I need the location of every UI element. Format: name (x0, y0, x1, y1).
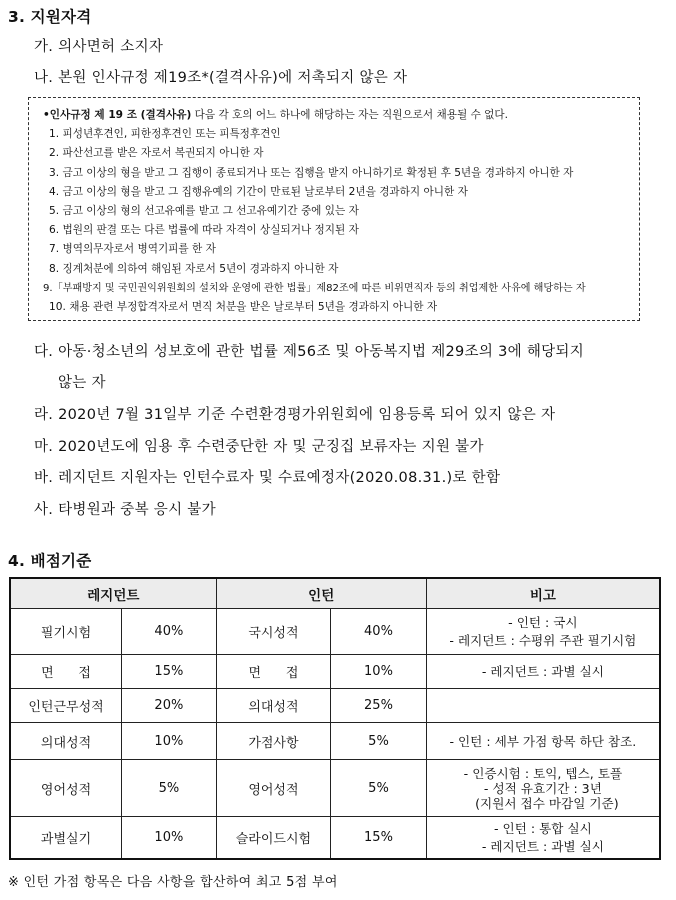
remarks-cell (426, 723, 660, 760)
scoring-table (9, 577, 661, 860)
rule-item: 1. 피성년후견인, 피한정후견인 또는 피특정후견인 (49, 128, 281, 141)
remark-line: - 인턴 : 세부 가점 항목 하단 참조. (449, 733, 637, 749)
header-intern: 인턴 (216, 578, 426, 609)
resident-item: 영어성적 (10, 760, 122, 817)
qualification-item-sa: 사. 타병원과 중복 응시 불가 (34, 502, 216, 518)
qualification-item-da-cont: 않는 자 (58, 375, 106, 391)
resident-item: 의대성적 (10, 723, 122, 760)
qualification-item-ra: 라. 2020년 7월 31일부 기준 수련환경평가위원회에 임용등록 되어 있지 않은 자 (34, 407, 556, 423)
rule-item: 3. 금고 이상의 형을 받고 그 집행이 종료되거나 또는 집행을 받지 아니하기로 확정된 후 5년을 경과하지 아니한 자 (49, 166, 574, 179)
resident-percent: 10% (122, 723, 217, 760)
intern-percent: 5% (331, 760, 427, 817)
remark-line: (지원서 접수 마감일 기준) (467, 795, 619, 811)
qualification-item-na: 나. 본원 인사규정 제19조*(결격사유)에 저촉되지 않은 자 (34, 70, 408, 86)
resident-percent: 20% (122, 689, 217, 723)
header-remarks: 비고 (426, 578, 660, 609)
intern-bonus-footnote: ※ 인턴 가점 항목은 다음 사항을 합산하여 최고 5점 부여 (8, 875, 338, 890)
remarks-cell (426, 609, 660, 655)
rule-item: 8. 징계처분에 의하여 해임된 자로서 5년이 경과하지 아니한 자 (49, 262, 339, 275)
rule-item: 7. 병역의무자로서 병역기피를 한 자 (49, 243, 216, 256)
intern-item: 영어성적 (216, 760, 331, 817)
remark-line: - 인턴 : 통합 실시 (493, 820, 592, 836)
resident-item: 면 접 (10, 655, 122, 689)
intern-percent: 40% (331, 609, 427, 655)
remarks-cell (426, 817, 660, 859)
remark-line: - 인턴 : 국시 (508, 615, 578, 630)
intern-item: 국시성적 (216, 609, 331, 655)
remark-line: - 레지던트 : 과별 실시 (481, 664, 604, 679)
section-3-title: 3. 지원자격 (8, 8, 92, 26)
resident-item: 인턴근무성적 (10, 689, 122, 723)
qualification-item-ba: 바. 레지던트 지원자는 인턴수료자 및 수료예정자(2020.08.31.)로 한함 (34, 470, 501, 486)
table-header-row (10, 578, 660, 609)
intern-item: 가점사항 (216, 723, 331, 760)
remark-line: - 인증시험 : 토익, 텝스, 토플 (463, 765, 623, 781)
rules-box-heading-rest: 다음 각 호의 어느 하나에 해당하는 자는 직원으로서 채용될 수 없다. (191, 109, 509, 121)
remark-line: - 레지던트 : 과별 실시 (481, 838, 604, 854)
rule-item: 2. 파산선고를 받은 자로서 복권되지 아니한 자 (49, 147, 264, 160)
table-row (10, 817, 660, 859)
rule-item: 9.「부패방지 및 국민권익위원회의 설치와 운영에 관한 법률」제82조에 따른 비위면직자 등의 취업제한 사유에 해당하는 자 (43, 282, 586, 294)
resident-item: 필기시험 (10, 609, 122, 655)
resident-percent: 40% (122, 609, 217, 655)
resident-percent: 15% (122, 655, 217, 689)
rules-box-heading-bold: •인사규정 제 19 조 (결격사유) (43, 109, 192, 121)
rules-box-heading (43, 106, 639, 125)
resident-percent: 10% (122, 817, 217, 859)
rule-item: 4. 금고 이상의 형을 받고 그 집행유예의 기간이 만료된 날로부터 2년을 경과하지 아니한 자 (49, 185, 468, 198)
table-row (10, 655, 660, 689)
rule-item: 5. 금고 이상의 형의 선고유예를 받고 그 선고유예기간 중에 있는 자 (49, 205, 359, 218)
table-row (10, 689, 660, 723)
intern-item: 의대성적 (216, 689, 331, 723)
table-row (10, 723, 660, 760)
header-resident: 레지던트 (10, 578, 216, 609)
resident-item: 과별실기 (10, 817, 122, 859)
rule-item: 6. 법원의 판결 또는 다른 법률에 따라 자격이 상실되거나 정지된 자 (49, 224, 359, 237)
remark-line: - 성적 유효기간 : 3년 (483, 780, 602, 796)
qualification-item-ma: 마. 2020년도에 임용 후 수련중단한 자 및 군징집 보류자는 지원 불가 (34, 439, 484, 455)
qualification-item-da: 다. 아동·청소년의 성보호에 관한 법률 제56조 및 아동복지법 제29조의 3에 해당되지 (34, 344, 585, 360)
section-4-title: 4. 배점기준 (8, 552, 92, 570)
intern-percent: 5% (331, 723, 427, 760)
table-row (10, 609, 660, 655)
remarks-cell (426, 655, 660, 689)
qualification-item-ga: 가. 의사면허 소지자 (34, 39, 164, 55)
remarks-cell (426, 689, 660, 723)
disqualification-rules-box (28, 97, 640, 321)
intern-percent: 15% (331, 817, 427, 859)
intern-percent: 25% (331, 689, 427, 723)
intern-item: 면 접 (216, 655, 331, 689)
intern-percent: 10% (331, 655, 427, 689)
remark-line: - 레지던트 : 수평위 주관 필기시험 (449, 633, 637, 648)
rule-item: 10. 채용 관련 부정합격자로서 면직 처분을 받은 날로부터 5년을 경과하지 아니한 자 (49, 301, 438, 314)
remarks-cell (426, 760, 660, 817)
intern-item: 슬라이드시험 (216, 817, 331, 859)
resident-percent: 5% (122, 760, 217, 817)
table-row (10, 760, 660, 817)
